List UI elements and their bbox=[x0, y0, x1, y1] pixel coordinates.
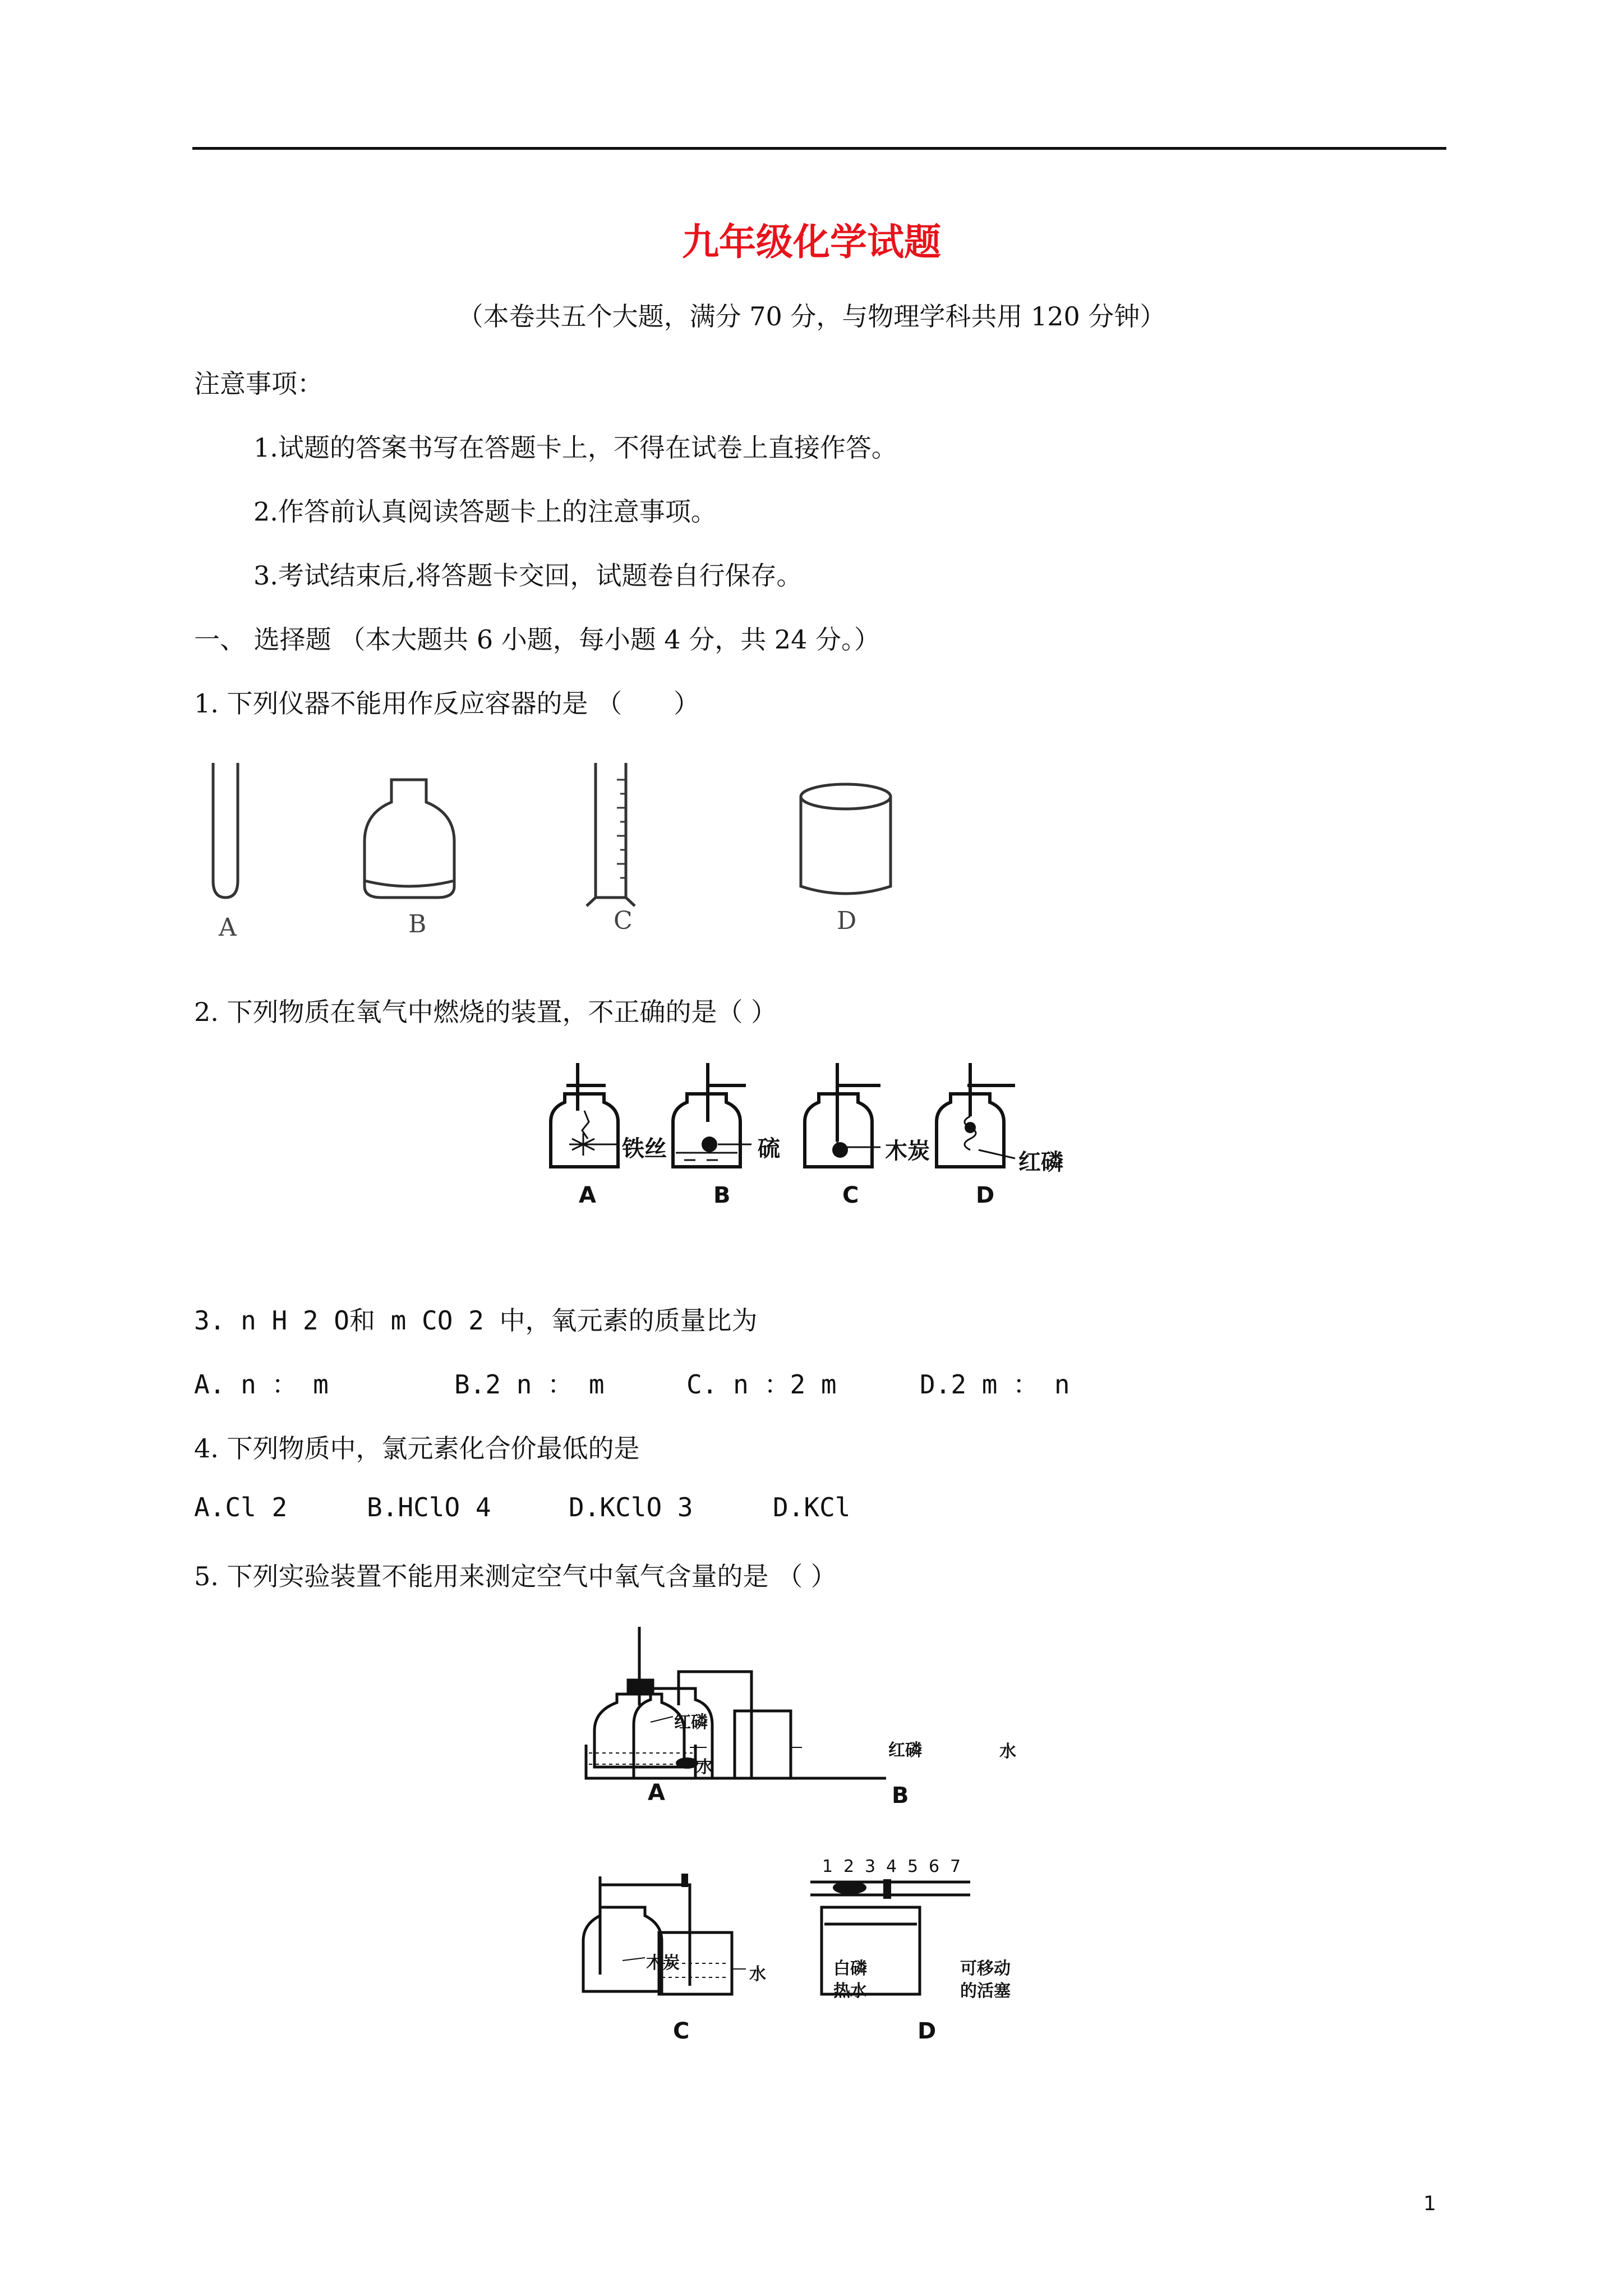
page-number: 1 bbox=[1423, 2192, 1436, 2215]
q5-c-charcoal: 木炭 bbox=[646, 1953, 680, 1973]
q1-label-a: A bbox=[219, 913, 237, 942]
scale-tick: 7 bbox=[950, 1857, 961, 1876]
q5-d-piston-label: 可移动 bbox=[960, 1959, 1011, 1978]
header-rule bbox=[192, 147, 1446, 150]
notice-item: 3.考试结束后,将答题卡交回，试题卷自行保存。 bbox=[253, 560, 803, 591]
q5-d-hot-water: 热水 bbox=[833, 1981, 867, 2001]
q5-c-water: 水 bbox=[749, 1964, 766, 1984]
scale-tick: 6 bbox=[929, 1857, 940, 1876]
q5-d-piston-icon bbox=[883, 1879, 891, 1899]
beaker-icon bbox=[801, 784, 891, 809]
q1-label-d: D bbox=[837, 907, 857, 935]
q5-label-c: C bbox=[673, 2018, 690, 2044]
q2-label-b: B bbox=[713, 1182, 731, 1208]
notice-heading: 注意事项： bbox=[194, 369, 323, 399]
scale-tick: 2 bbox=[843, 1857, 855, 1876]
q5-b-water: 水 bbox=[999, 1742, 1016, 1761]
q2-substance-charcoal: 木炭 bbox=[885, 1138, 930, 1164]
q2-substance-red-phosphorus: 红磷 bbox=[1018, 1149, 1063, 1175]
notice-item: 2.作答前认真阅读答题卡上的注意事项。 bbox=[253, 496, 717, 527]
q2-label-c: C bbox=[842, 1182, 859, 1208]
scale-tick: 1 bbox=[822, 1857, 833, 1876]
q5-a-red-phosphorus: 红磷 bbox=[674, 1713, 708, 1732]
q2-label-a: A bbox=[579, 1182, 596, 1208]
q1-label-c: C bbox=[614, 907, 633, 935]
question-4-stem: 4. 下列物质中，氯元素化合价最低的是 bbox=[194, 1433, 640, 1464]
q5-label-a: A bbox=[648, 1780, 665, 1806]
q4-option-c: D.KClO 3 bbox=[569, 1492, 693, 1522]
q2-combustion-figure bbox=[533, 1060, 1105, 1212]
q5-d-white-phosphorus: 白磷 bbox=[833, 1959, 867, 1978]
jar-a-icon bbox=[551, 1094, 618, 1167]
q3-option-d: D.2 m ： n bbox=[920, 1369, 1070, 1400]
page-title: 九年级化学试题 bbox=[682, 220, 941, 264]
scale-tick: 5 bbox=[907, 1857, 919, 1876]
q1-instruments-figure bbox=[191, 752, 920, 954]
q2-label-d: D bbox=[976, 1182, 995, 1208]
q4-option-a: A.Cl 2 bbox=[194, 1492, 288, 1522]
question-5-stem: 5. 下列实验装置不能用来测定空气中氧气含量的是 （ ） bbox=[194, 1561, 837, 1591]
wide-mouth-bottle-icon bbox=[365, 780, 454, 898]
scale-tick: 3 bbox=[865, 1857, 876, 1876]
question-1-stem: 1. 下列仪器不能用作反应容器的是 （ ） bbox=[194, 688, 700, 719]
q3-option-c: C. n ：2 m bbox=[686, 1369, 837, 1400]
q5-b-beaker-icon bbox=[735, 1711, 791, 1778]
q4-option-b: B.HClO 4 bbox=[367, 1492, 491, 1522]
notice-item: 1.试题的答案书写在答题卡上，不得在试卷上直接作答。 bbox=[253, 432, 897, 463]
q3-option-b: B.2 n ： m bbox=[454, 1369, 605, 1400]
q5-a-water: 水 bbox=[697, 1757, 713, 1777]
question-2-stem: 2. 下列物质在氧气中燃烧的装置，不正确的是（ ） bbox=[194, 997, 777, 1027]
question-3-stem: 3. n H 2 O和 m CO 2 中，氧元素的质量比为 bbox=[194, 1305, 758, 1336]
q2-substance-iron: 铁丝 bbox=[622, 1136, 667, 1162]
q5-label-b: B bbox=[892, 1783, 909, 1809]
q2-substance-sulfur: 硫 bbox=[758, 1136, 780, 1162]
q1-label-b: B bbox=[408, 910, 427, 938]
scale-tick: 4 bbox=[886, 1857, 897, 1876]
exam-info: （本卷共五个大题，满分 70 分，与物理学科共用 120 分钟） bbox=[457, 301, 1166, 332]
section-heading: 一、 选择题 （本大题共 6 小题，每小题 4 分，共 24 分。） bbox=[194, 624, 880, 655]
q3-option-a: A. n ： m bbox=[194, 1369, 329, 1400]
q4-option-d: D.KCl bbox=[773, 1492, 851, 1522]
test-tube-icon bbox=[213, 763, 238, 898]
q5-d-piston-label: 的活塞 bbox=[960, 1981, 1011, 2001]
q5-b-red-phosphorus: 红磷 bbox=[888, 1741, 922, 1760]
q5-label-d: D bbox=[917, 2018, 937, 2044]
